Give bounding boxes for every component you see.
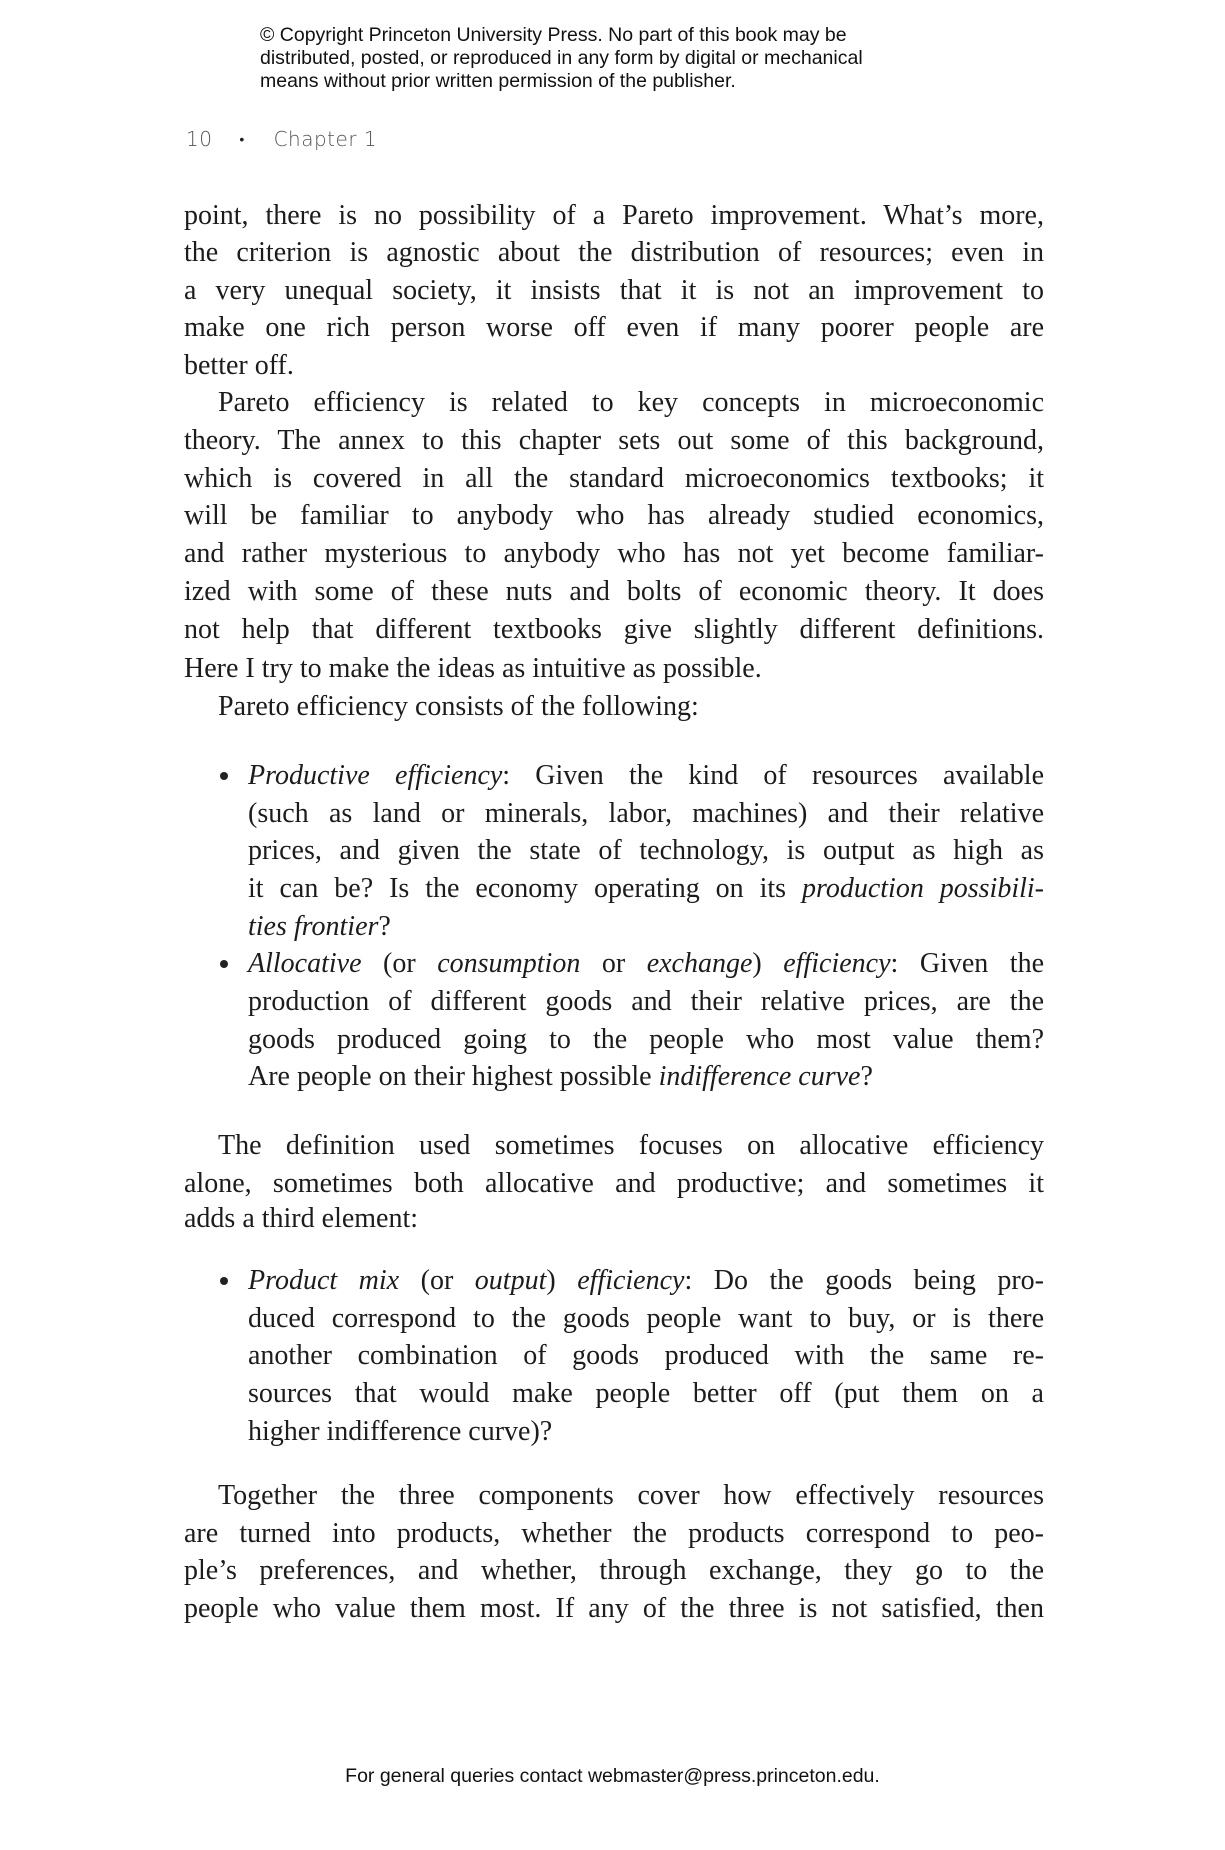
italic-term: Allocative (248, 948, 362, 979)
text-run: are turned into products, whether the products correspond to peo- (184, 1518, 1044, 1549)
italic-term: consumption (437, 948, 581, 979)
text-line (184, 650, 1044, 688)
text-line (184, 460, 1044, 498)
text-line (248, 795, 1044, 833)
text-run: ) (546, 1265, 578, 1296)
text-run: ple’s preferences, and whether, through exchange, they go to the (184, 1555, 1044, 1586)
italic-term: Product mix (248, 1265, 400, 1296)
italic-term: efficiency (783, 948, 891, 979)
text-run: production of different goods and their relative prices, are the (248, 986, 1044, 1017)
text-line (248, 1058, 1044, 1096)
italic-term: exchange (646, 948, 753, 979)
text-line (184, 1515, 1044, 1553)
text-line (184, 347, 1044, 385)
bullet-icon (220, 772, 228, 780)
text-run: prices, and given the state of technology, is output as high as (248, 835, 1044, 866)
text-run: Here I try to make the ideas as intuitive as possible. (184, 653, 762, 684)
italic-term: Productive efficiency (248, 760, 503, 791)
text-run: The definition used sometimes focuses on allocative efficiency (218, 1130, 1044, 1161)
text-line (248, 945, 1044, 983)
text-run: Pareto efficiency consists of the following: (218, 691, 699, 722)
text-line (184, 272, 1044, 310)
text-line (184, 497, 1044, 535)
text-line (248, 1375, 1044, 1413)
bullet-icon (220, 960, 228, 968)
text-run: : Do the goods being pro- (684, 1265, 1044, 1296)
copyright-notice (260, 24, 863, 93)
text-run: better off. (184, 350, 294, 381)
chapter-label: Chapter 1 (273, 127, 378, 151)
text-run: and rather mysterious to anybody who has not yet become familiar- (184, 538, 1044, 569)
text-line (248, 870, 1044, 908)
text-line (184, 234, 1044, 272)
text-line (184, 422, 1044, 460)
page-number: 10 (186, 127, 213, 151)
bullet-separator-icon: • (239, 132, 245, 148)
text-run: another combination of goods produced with the same re- (248, 1340, 1044, 1371)
text-run: higher indifference curve)? (248, 1416, 553, 1447)
text-line (248, 1262, 1044, 1300)
text-line (184, 535, 1044, 573)
italic-term: output (474, 1265, 547, 1296)
text-line (248, 1337, 1044, 1375)
text-run: : Given the (890, 948, 1045, 979)
text-line (184, 573, 1044, 611)
text-run: Pareto efficiency is related to key concepts in microeconomic (218, 387, 1044, 418)
copyright-line: means without prior written permission of the publisher. (260, 70, 736, 92)
text-run: ized with some of these nuts and bolts of economic theory. It does (184, 576, 1044, 607)
text-run: duced correspond to the goods people want to buy, or is there (248, 1303, 1044, 1334)
text-run: it can be? Is the economy operating on its (248, 873, 802, 904)
text-line (248, 1300, 1044, 1338)
text-line (184, 1165, 1044, 1203)
text-run: (such as land or minerals, labor, machines) and their relative (248, 798, 1044, 829)
text-run: ) (752, 948, 784, 979)
text-run: (or (399, 1265, 475, 1296)
text-line (218, 688, 1044, 726)
text-run: ? (378, 911, 391, 942)
text-run: which is covered in all the standard microeconomics textbooks; it (184, 463, 1044, 494)
text-line (218, 384, 1044, 422)
text-line (248, 983, 1044, 1021)
text-run: people who value them most. If any of the three is not satisfied, then (184, 1593, 1044, 1624)
text-run: make one rich person worse off even if many poorer people are (184, 312, 1044, 343)
text-run: not help that different textbooks give slightly different definitions. (184, 614, 1044, 645)
text-run: sources that would make people better off (put them on a (248, 1378, 1044, 1409)
text-run: alone, sometimes both allocative and productive; and sometimes it (184, 1168, 1044, 1199)
italic-term: production possibili- (801, 873, 1045, 904)
text-run: goods produced going to the people who most value them? (248, 1024, 1044, 1055)
text-line (184, 1200, 1044, 1238)
text-line (184, 1590, 1044, 1628)
text-run: : Given the kind of resources available (502, 760, 1044, 791)
footer-contact: For general queries contact webmaster@press.princeton.edu. (345, 1765, 880, 1787)
text-run: will be familiar to anybody who has already studied economics, (184, 500, 1044, 531)
text-line (184, 1552, 1044, 1590)
text-line (184, 309, 1044, 347)
text-run: ? (860, 1061, 873, 1092)
text-line (248, 832, 1044, 870)
text-line (248, 1413, 1044, 1451)
text-run: adds a third element: (184, 1203, 419, 1234)
text-run: point, there is no possibility of a Pareto improvement. What’s more, (184, 200, 1044, 231)
text-line (184, 197, 1044, 235)
text-run: (or (361, 948, 438, 979)
copyright-line: distributed, posted, or reproduced in any form by digital or mechanical (260, 47, 863, 69)
bullet-icon (220, 1277, 228, 1285)
text-line (248, 757, 1044, 795)
text-line (248, 908, 1044, 946)
text-run: the criterion is agnostic about the distribution of resources; even in (184, 237, 1044, 268)
text-line (218, 1127, 1044, 1165)
text-run: or (580, 948, 647, 979)
text-run: Are people on their highest possible (248, 1061, 659, 1092)
running-head (186, 127, 377, 153)
italic-term: ties frontier (248, 911, 379, 942)
text-run: theory. The annex to this chapter sets out some of this background, (184, 425, 1044, 456)
text-line (184, 611, 1044, 649)
text-line (248, 1021, 1044, 1059)
text-run: Together the three components cover how effectively resources (218, 1480, 1044, 1511)
copyright-line: © Copyright Princeton University Press. No part of this book may be (260, 24, 847, 46)
italic-term: indifference curve (658, 1061, 861, 1092)
text-line (218, 1477, 1044, 1515)
italic-term: efficiency (577, 1265, 685, 1296)
text-run: a very unequal society, it insists that it is not an improvement to (184, 275, 1044, 306)
